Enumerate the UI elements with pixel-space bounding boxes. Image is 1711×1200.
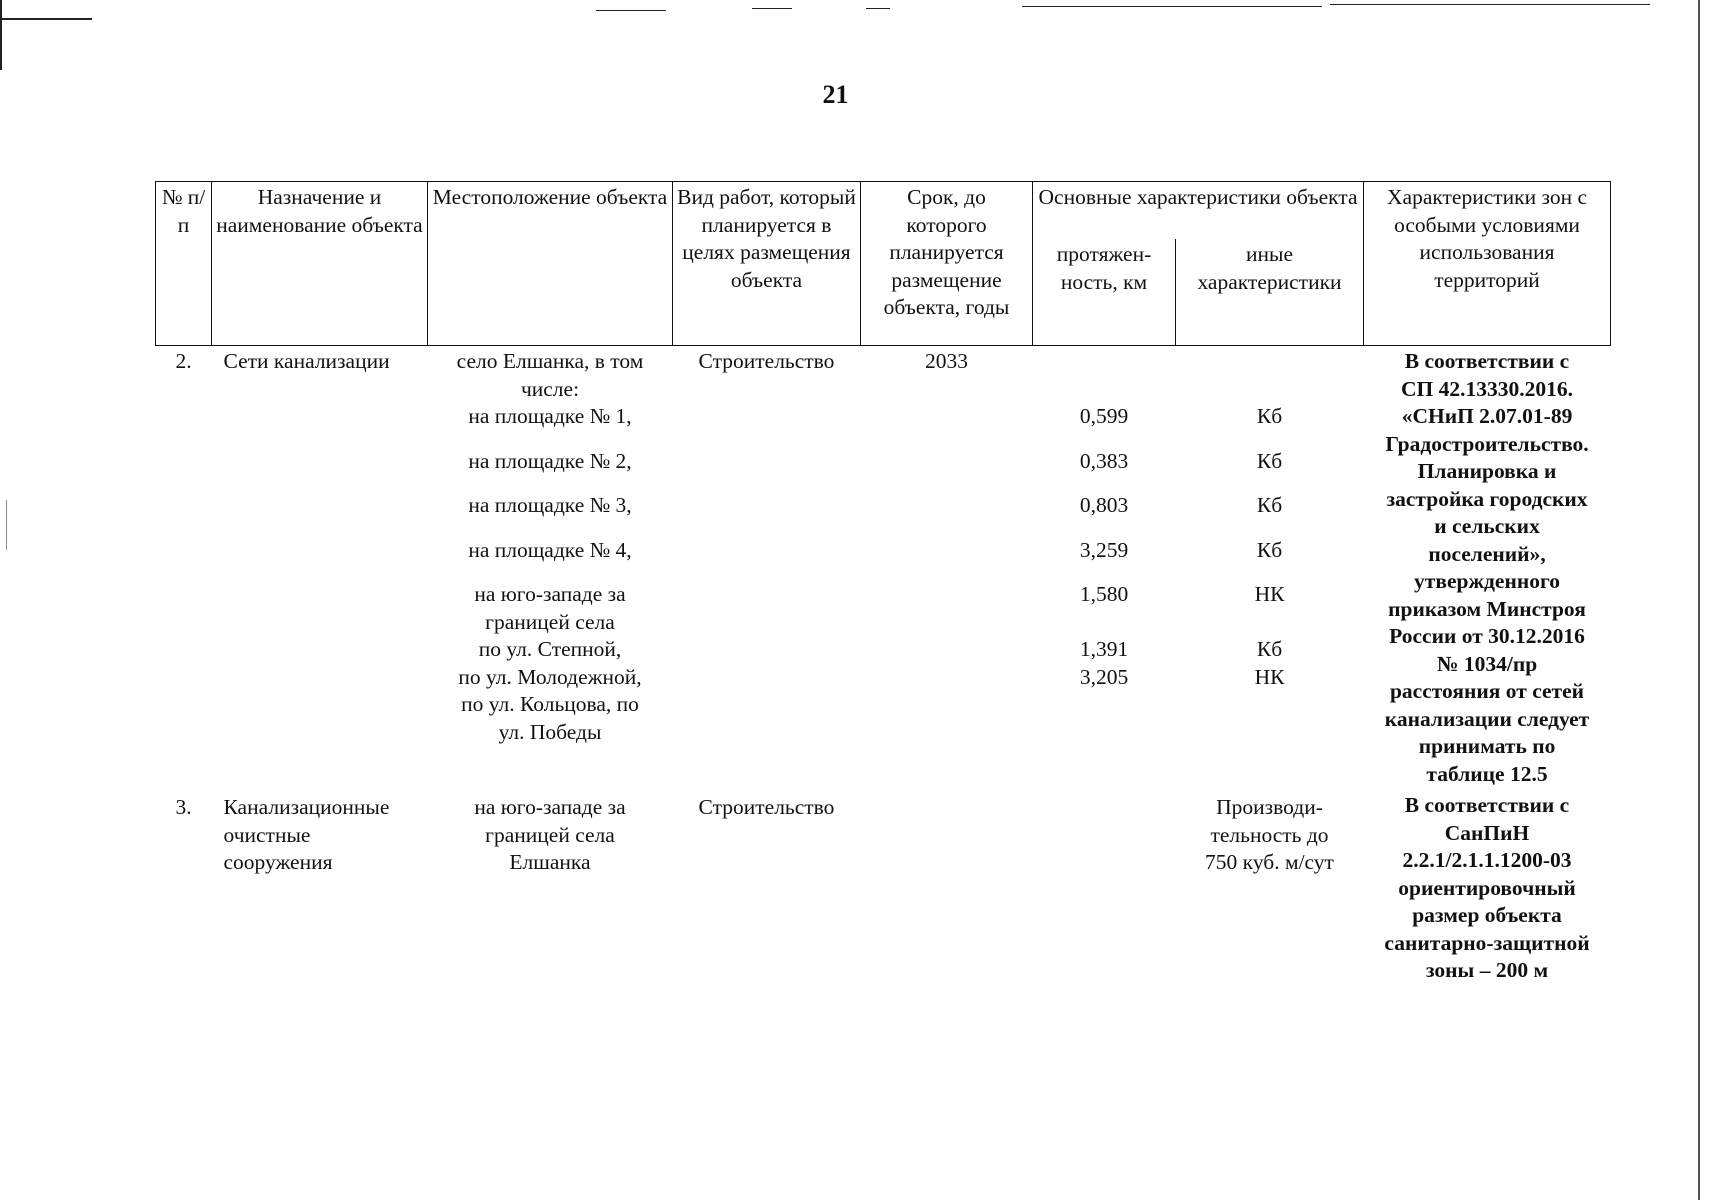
other-value: Кб xyxy=(1256,404,1283,428)
zone-line: России от 30.12.2016 xyxy=(1389,624,1585,648)
zone-line: застройка городских xyxy=(1386,486,1588,511)
header-num: № п/п xyxy=(156,182,212,346)
zone-line: «СНиП 2.07.01-89 xyxy=(1401,404,1573,428)
scan-edge-left xyxy=(0,0,2,70)
scan-edge-top-5 xyxy=(1330,4,1650,5)
location-item: на площадке № 2, xyxy=(468,448,632,473)
location-head: село Елшанка, в том числе: xyxy=(456,349,644,401)
table-row xyxy=(156,788,1611,985)
length-value: 3,259 xyxy=(1079,537,1129,562)
length-value: 1,391 xyxy=(1079,637,1129,661)
zone-line: зоны – 200 м xyxy=(1425,958,1549,982)
zone-line: 2.2.1/2.1.1.1200-03 xyxy=(1402,848,1572,872)
zone-characteristics xyxy=(1364,788,1611,985)
zone-line: № 1034/пр xyxy=(1436,651,1538,676)
scan-edge-top-2 xyxy=(752,8,792,9)
object-location: на юго-западе за границей села Елшанка xyxy=(474,795,626,874)
zone-line: и сельских xyxy=(1434,514,1540,538)
header-main-characteristics: Основные характеристики объекта xyxy=(1033,182,1364,240)
page-number: 21 xyxy=(822,80,849,109)
scan-edge-top-3 xyxy=(866,8,890,9)
length-value: 0,803 xyxy=(1079,493,1129,517)
location-item: по ул. Молодежной, по ул. Кольцова, по ул. Победы xyxy=(458,664,642,744)
length-value: 1,580 xyxy=(1079,582,1129,606)
zone-line: ориентировочный xyxy=(1398,875,1576,900)
other-value: Производи-тельность до 750 куб. м/сут xyxy=(1205,795,1334,874)
location-item: на площадке № 4, xyxy=(468,537,632,562)
length-value xyxy=(1033,788,1176,985)
zone-line: таблице 12.5 xyxy=(1426,761,1548,786)
length-values xyxy=(1033,346,1176,789)
zone-line: Градостроительство. xyxy=(1385,431,1589,456)
length-value: 0,383 xyxy=(1079,448,1129,473)
row-number: 2. xyxy=(175,349,192,373)
other-value: НК xyxy=(1254,664,1285,689)
other-value: НК xyxy=(1254,582,1285,606)
zone-line: приказом Минстроя xyxy=(1388,596,1586,621)
deadline-year: 2033 xyxy=(925,349,968,373)
other-value: Кб xyxy=(1256,637,1283,661)
work-type: Строительство xyxy=(698,349,835,373)
zone-line: утвержденного xyxy=(1414,569,1560,593)
zone-line: Планировка и xyxy=(1417,459,1557,483)
header-zones: Характеристики зон с особыми условиями использования территорий xyxy=(1364,182,1611,346)
scan-edge-top-4 xyxy=(1022,6,1322,7)
zone-characteristics xyxy=(1364,346,1611,789)
other-value: Кб xyxy=(1256,537,1283,562)
other-values xyxy=(1176,346,1364,789)
scan-edge-right xyxy=(1698,0,1700,1200)
header-work-type: Вид работ, который планируется в целях размещения объекта xyxy=(673,182,861,346)
table-row xyxy=(156,346,1611,789)
location-item: на юго-западе за границей села xyxy=(474,582,626,634)
location-item: на площадке № 1, xyxy=(468,404,632,428)
scan-edge-top-left xyxy=(0,18,92,20)
location-item: на площадке № 3, xyxy=(468,493,632,517)
scan-edge-top-1 xyxy=(596,10,666,11)
other-value: Кб xyxy=(1256,493,1283,517)
zone-line: СП 42.13330.2016. xyxy=(1401,376,1574,401)
zone-line: санитарно-защитной xyxy=(1384,930,1590,955)
row-number: 3. xyxy=(175,795,192,819)
header-name: Назначение и наименование объекта xyxy=(212,182,428,346)
scan-edge-left-2 xyxy=(6,500,7,550)
header-deadline: Срок, до которого планируется размещение объекта, годы xyxy=(861,182,1033,346)
zone-line: принимать по xyxy=(1418,734,1556,758)
header-length: протяжен-ность, км xyxy=(1033,239,1176,346)
length-value: 0,599 xyxy=(1079,404,1129,428)
header-other-characteristics: иные характеристики xyxy=(1176,239,1364,346)
work-type: Строительство xyxy=(698,795,835,819)
location-item: по ул. Степной, xyxy=(478,637,622,661)
other-value: Кб xyxy=(1256,448,1283,473)
object-name: Канализационные очистные сооружения xyxy=(223,795,390,874)
deadline-year xyxy=(861,788,1033,985)
header-location: Местоположение объекта xyxy=(428,182,673,346)
zone-line: СанПиН xyxy=(1444,820,1530,845)
object-location xyxy=(428,346,673,789)
zone-line: В соответствии с xyxy=(1404,793,1570,817)
zone-line: расстояния от сетей xyxy=(1389,679,1585,703)
objects-table xyxy=(155,181,1611,985)
zone-line: поселений», xyxy=(1428,541,1546,566)
length-value: 3,205 xyxy=(1079,664,1129,689)
zone-line: В соответствии с xyxy=(1404,349,1570,373)
zone-line: канализации следует xyxy=(1384,706,1590,731)
object-name: Сети канализации xyxy=(223,349,390,373)
zone-line: размер объекта xyxy=(1412,903,1562,927)
